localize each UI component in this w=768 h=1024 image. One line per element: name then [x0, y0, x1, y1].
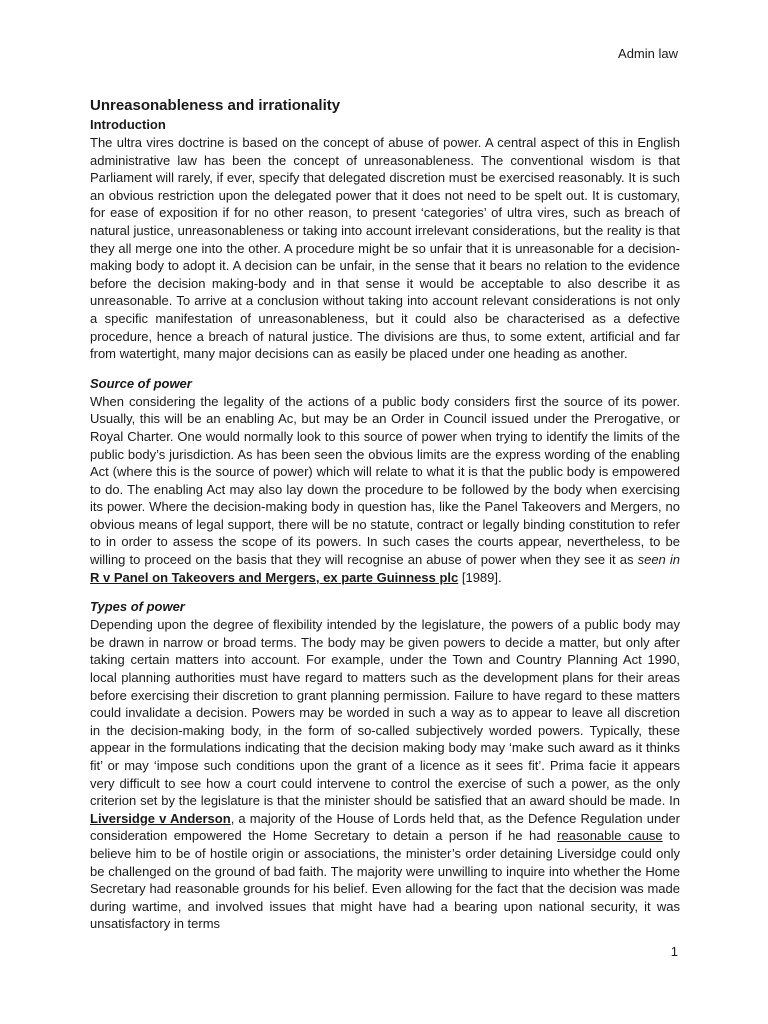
case-citation-guinness: R v Panel on Takeovers and Mergers, ex parte Guinness plc: [90, 569, 459, 585]
document-title: Unreasonableness and irrationality: [90, 97, 341, 114]
page-number: 1: [670, 944, 678, 959]
types-of-power-text-2: , a majority of the House of Lords held that, as the Defence Regulation under consideration empowered the Home Secretary to detain a person if he had: [90, 810, 680, 844]
section-heading-introduction: Introduction: [90, 117, 166, 132]
section-heading-source-of-power: Source of power: [90, 375, 192, 391]
types-of-power-text-1: Depending upon the degree of flexibility intended by the legislature, the powers of a public body may be drawn in narrow or broad terms. The body may be given powers to decide a matter, but only after taking certain matters into account. For example, under the Town and Country Planning Act 1990, local planning authorities must have regard to matters such as the development plans for their areas before exercising their discretion to grant planning permission. Failure to have regard to these matters could invalidate a decision. Powers may be worded in such a way as to appear to leave all discretion in the decision-making body, in the form of so-called subjectively worded powers. Typically, these appear in the formulations indicating that the decision making body may ‘make such award as it thinks fit’ or may ‘impose such conditions upon the grant of a licence as it sees fit’. Prima facie it appears very difficult to see how a court could intervene to control the exercise of such a power, as the only criterion set by the legislature is that the minister should be satisfied that an award should be made. In: [90, 617, 680, 809]
types-of-power-paragraph: [90, 616, 680, 933]
document-body: [90, 96, 680, 933]
source-of-power-paragraph: [90, 393, 680, 587]
types-of-power-text-3: to believe him to be of hostile origin or associations, the minister’s order detaining Liversidge could only be challenged on the ground of bad faith. The majority were unwilling to inquire into whether the Home Secretary had reasonable grounds for his belief. Even allowing for the fact that the decision was made during wartime, and involved issues that might have had a bearing upon national security, it was unsatisfactory in terms: [90, 828, 680, 932]
seen-in-text: seen in: [637, 552, 680, 568]
case-year: [1989].: [458, 569, 502, 585]
source-of-power-text: When considering the legality of the actions of a public body considers first the source of its power. Usually, this will be an enabling Ac, but may be an Order in Council issued under the Prerogative, or Royal Charter. One would normally look to this source of power when trying to identify the limits of the public body’s jurisdiction. As has been seen the obvious limits are the express wording of the enabling Act (where this is the source of power) which will relate to what it is that the public body is empowered to do. The enabling Act may also lay down the procedure to be followed by the body when exercising its power. Where the decision-making body in question has, like the Panel Takeovers and Mergers, no obvious means of legal support, there will be no statute, contract or legally binding constitution to refer to in order to assess the scope of its powers. In such cases the courts appear, nevertheless, to be willing to proceed on the basis that they will recognise an abuse of power when they see it as: [90, 393, 680, 568]
introduction-paragraph: The ultra vires doctrine is based on the concept of abuse of power. A central aspect of this in English administrative law has been the concept of unreasonableness. The conventional wisdom is that Parliament will rarely, if ever, specify that delegated discretion must be exercised reasonably. It is such an obvious restriction upon the delegated power that it does not need to be spelt out. It is customary, for ease of exposition if for no other reason, to present ‘categories’ of ultra vires, such as breach of natural justice, unreasonableness or taking into account irrelevant considerations, but the reality is that they all merge one into the other. A procedure might be so unfair that it is unreasonable for a decision-making body to adopt it. A decision can be unfair, in the sense that it bears no relation to the evidence before the decision making-body and in that sense it would be acceptable to also describe it as unreasonable. To arrive at a conclusion without taking into account relevant considerations is not only a specific manifestation of unreasonableness, but it could also be characterised as a defective procedure, hence a breach of natural justice. The divisions are thus, to some extent, artificial and far from watertight, many major decisions can as easily be placed under one heading as another.: [90, 135, 680, 362]
page-header: Admin law: [618, 46, 678, 61]
case-citation-liversidge: Liversidge v Anderson: [90, 810, 231, 826]
underlined-phrase-reasonable-cause: reasonable cause: [557, 828, 663, 844]
section-heading-types-of-power: Types of power: [90, 599, 185, 615]
